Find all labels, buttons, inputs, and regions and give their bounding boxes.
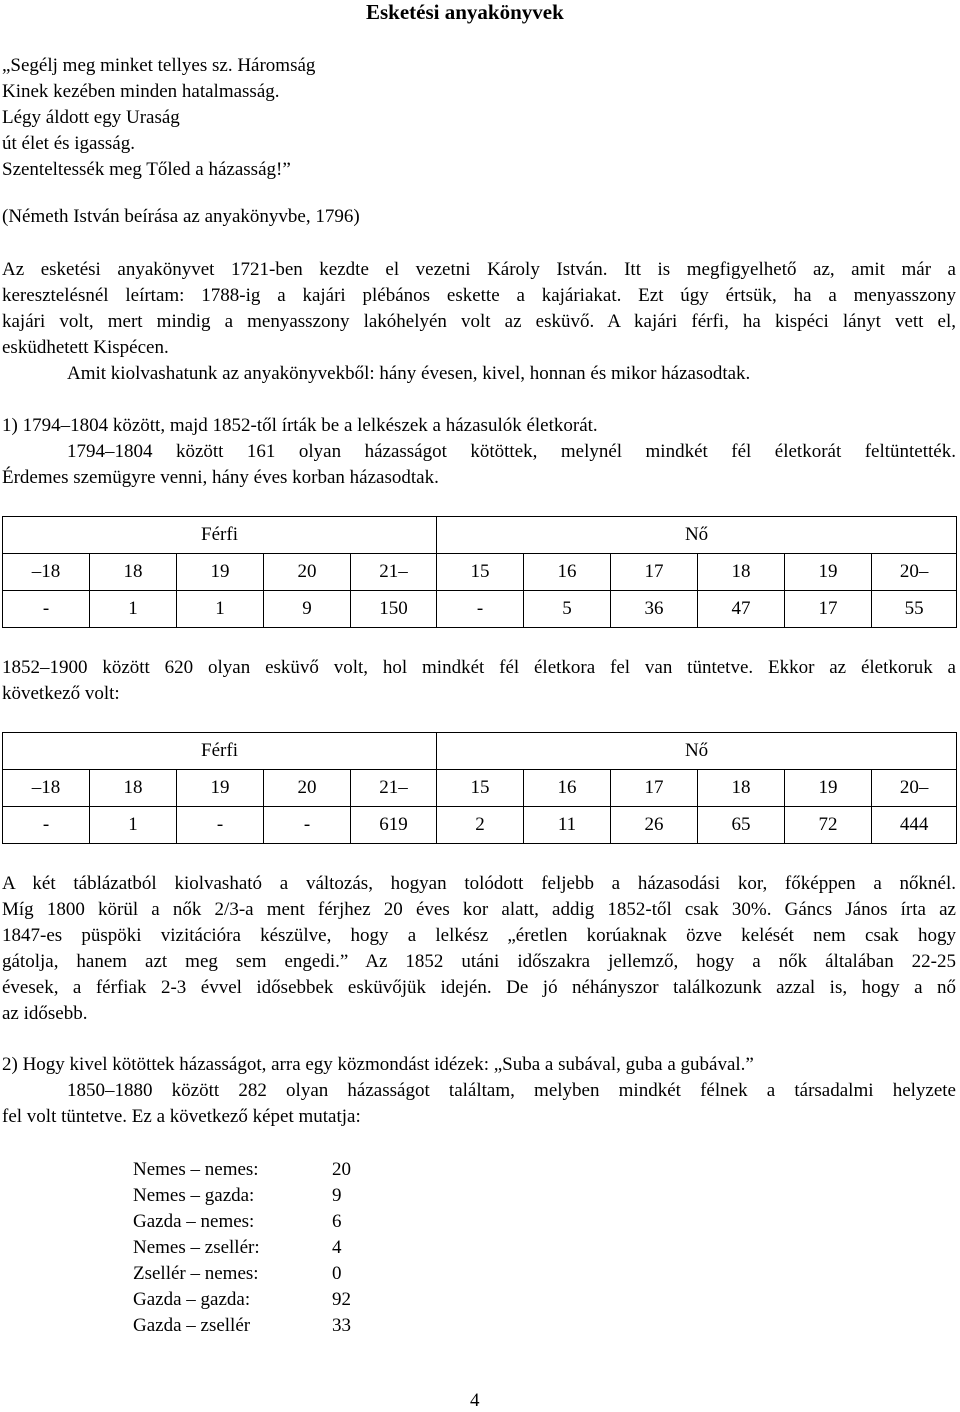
page-title: Esketési anyakönyvek bbox=[366, 0, 564, 24]
list-item bbox=[133, 1235, 351, 1261]
text-line: fel volt tüntetve. Ez a következő képet mutatja: bbox=[2, 1106, 361, 1127]
age-cell: 20 bbox=[264, 770, 351, 807]
age-cell: 19 bbox=[785, 554, 872, 591]
age-cell: 19 bbox=[177, 770, 264, 807]
count-cell: 1 bbox=[177, 591, 264, 628]
stat-value: 4 bbox=[332, 1237, 342, 1258]
age-cell: –18 bbox=[3, 770, 90, 807]
stat-value: 20 bbox=[332, 1159, 351, 1180]
age-table-1794-1804 bbox=[2, 516, 957, 628]
count-cell: - bbox=[3, 591, 90, 628]
list-item bbox=[133, 1261, 351, 1287]
age-cell: 17 bbox=[611, 770, 698, 807]
age-cell: 21– bbox=[351, 554, 437, 591]
male-header: Férfi bbox=[3, 733, 437, 770]
age-cell: 16 bbox=[524, 554, 611, 591]
text-line: 1847-es püspöki vizitációra készülve, hogy a lelkész „éretlen korúaknak özve kelését nem csak hogy bbox=[2, 925, 956, 946]
age-row bbox=[3, 770, 957, 807]
stat-label: Gazda – zsellér bbox=[133, 1315, 251, 1336]
section-2-paragraph bbox=[2, 1052, 956, 1130]
age-cell: 19 bbox=[177, 554, 264, 591]
stat-label: Gazda – gazda: bbox=[133, 1289, 251, 1310]
age-cell: 18 bbox=[698, 770, 785, 807]
text-line: 1850–1880 között 282 olyan házasságot találtam, melyben mindkét félnek a társadalmi helyzete bbox=[67, 1080, 956, 1101]
stat-label: Nemes – zsellér: bbox=[133, 1237, 260, 1258]
stat-value: 6 bbox=[332, 1211, 342, 1232]
text-line: keresztelésnél leírtam: 1788-ig a kajári plébános eskette a kajáriakat. Ezt úgy értsük, ha a menyasszony bbox=[2, 285, 956, 306]
text-line: évesek, a férfiak 2-3 évvel idősebbek esküvőjük idején. De jó néhányszor találkozunk azzal is, hogy a nő bbox=[2, 977, 956, 998]
text-line: az idősebb. bbox=[2, 1003, 88, 1024]
text-line: következő volt: bbox=[2, 683, 120, 704]
table-header-row bbox=[3, 733, 957, 770]
text-line: Amit kiolvashatunk az anyakönyvekből: hány évesen, kivel, honnan és mikor házasodtak. bbox=[67, 363, 751, 384]
count-cell: - bbox=[3, 807, 90, 844]
age-cell: –18 bbox=[3, 554, 90, 591]
stat-label: Nemes – nemes: bbox=[133, 1159, 259, 1180]
count-cell: - bbox=[264, 807, 351, 844]
age-cell: 18 bbox=[90, 554, 177, 591]
list-item bbox=[133, 1183, 351, 1209]
text-line: 1) 1794–1804 között, majd 1852-től írták be a lelkészek a házasulók életkorát. bbox=[2, 415, 598, 436]
poem-line: „Segélj meg minket tellyes sz. Háromság bbox=[2, 55, 316, 76]
count-cell: 9 bbox=[264, 591, 351, 628]
marriage-stats-list bbox=[133, 1157, 351, 1339]
count-cell: 17 bbox=[785, 591, 872, 628]
page-number: 4 bbox=[470, 1390, 480, 1411]
text-line: 1852–1900 között 620 olyan esküvő volt, hol mindkét fél életkora fel van tüntetve. Ekkor az életkoruk a bbox=[2, 657, 956, 678]
text-line: 2) Hogy kivel kötöttek házasságot, arra egy közmondást idézek: „Suba a subával, guba a gubával.” bbox=[2, 1054, 754, 1075]
age-cell: 20– bbox=[872, 770, 957, 807]
stat-value: 0 bbox=[332, 1263, 342, 1284]
age-cell: 16 bbox=[524, 770, 611, 807]
list-item bbox=[133, 1287, 351, 1313]
age-cell: 19 bbox=[785, 770, 872, 807]
age-table-1852-1900 bbox=[2, 732, 957, 844]
text-line: Míg 1800 körül a nők 2/3-a ment férjhez 20 éves kor alatt, addig 1852-től csak 30%. Gáncs János írta az bbox=[2, 899, 956, 920]
age-cell: 20– bbox=[872, 554, 957, 591]
intro-paragraph bbox=[2, 257, 956, 387]
text-line: gátolja, hanem azt meg sem engedi.” Az 1852 utáni időszakra jellemző, hogy a nők általában 22-25 bbox=[2, 951, 956, 972]
list-item bbox=[133, 1157, 351, 1183]
age-cell: 21– bbox=[351, 770, 437, 807]
stat-value: 9 bbox=[332, 1185, 342, 1206]
count-cell: 5 bbox=[524, 591, 611, 628]
poem bbox=[2, 53, 315, 183]
count-cell: 55 bbox=[872, 591, 957, 628]
section-1-paragraph bbox=[2, 413, 956, 491]
stat-label: Gazda – nemes: bbox=[133, 1211, 255, 1232]
count-cell: 36 bbox=[611, 591, 698, 628]
stat-label: Nemes – gazda: bbox=[133, 1185, 255, 1206]
count-cell: 26 bbox=[611, 807, 698, 844]
poem-attribution: (Németh István beírása az anyakönyvbe, 1796) bbox=[2, 206, 360, 227]
count-cell: - bbox=[437, 591, 524, 628]
count-row bbox=[3, 591, 957, 628]
age-cell: 17 bbox=[611, 554, 698, 591]
female-header: Nő bbox=[437, 517, 957, 554]
count-cell: 2 bbox=[437, 807, 524, 844]
age-cell: 15 bbox=[437, 770, 524, 807]
age-cell: 15 bbox=[437, 554, 524, 591]
count-cell: - bbox=[177, 807, 264, 844]
male-header: Férfi bbox=[3, 517, 437, 554]
text-line: Az esketési anyakönyvet 1721-ben kezdte el vezetni Károly István. Itt is megfigyelhető az, amit már a bbox=[2, 259, 956, 280]
age-cell: 18 bbox=[698, 554, 785, 591]
age-cell: 18 bbox=[90, 770, 177, 807]
poem-line: Légy áldott egy Uraság bbox=[2, 107, 180, 128]
count-cell: 11 bbox=[524, 807, 611, 844]
text-line: Érdemes szemügyre venni, hány éves korban házasodtak. bbox=[2, 467, 439, 488]
age-cell: 20 bbox=[264, 554, 351, 591]
stat-value: 33 bbox=[332, 1315, 351, 1336]
count-cell: 1 bbox=[90, 591, 177, 628]
count-cell: 47 bbox=[698, 591, 785, 628]
text-line: 1794–1804 között 161 olyan házasságot kötöttek, melynél mindkét fél életkorát feltüntették. bbox=[67, 441, 956, 462]
count-cell: 150 bbox=[351, 591, 437, 628]
stat-value: 92 bbox=[332, 1289, 351, 1310]
female-header: Nő bbox=[437, 733, 957, 770]
count-cell: 1 bbox=[90, 807, 177, 844]
text-line: A két táblázatból kiolvasható a változás, hogyan tolódott feljebb a házasodási kor, főképpen a nőknél. bbox=[2, 873, 956, 894]
text-line: esküdhetett Kispécen. bbox=[2, 337, 169, 358]
between-paragraph bbox=[2, 655, 956, 707]
poem-line: út élet és igasság. bbox=[2, 133, 135, 154]
count-cell: 444 bbox=[872, 807, 957, 844]
list-item bbox=[133, 1313, 351, 1339]
analysis-paragraph bbox=[2, 871, 956, 1027]
stat-label: Zsellér – nemes: bbox=[133, 1263, 259, 1284]
count-cell: 72 bbox=[785, 807, 872, 844]
count-cell: 65 bbox=[698, 807, 785, 844]
count-row bbox=[3, 807, 957, 844]
age-row bbox=[3, 554, 957, 591]
count-cell: 619 bbox=[351, 807, 437, 844]
poem-line: Szenteltessék meg Tőled a házasság!” bbox=[2, 159, 291, 180]
text-line: kajári volt, mert mindig a menyasszony lakóhelyén volt az esküvő. A kajári férfi, ha kispéci lányt vett el, bbox=[2, 311, 956, 332]
poem-line: Kinek kezében minden hatalmasság. bbox=[2, 81, 280, 102]
table-header-row bbox=[3, 517, 957, 554]
list-item bbox=[133, 1209, 351, 1235]
